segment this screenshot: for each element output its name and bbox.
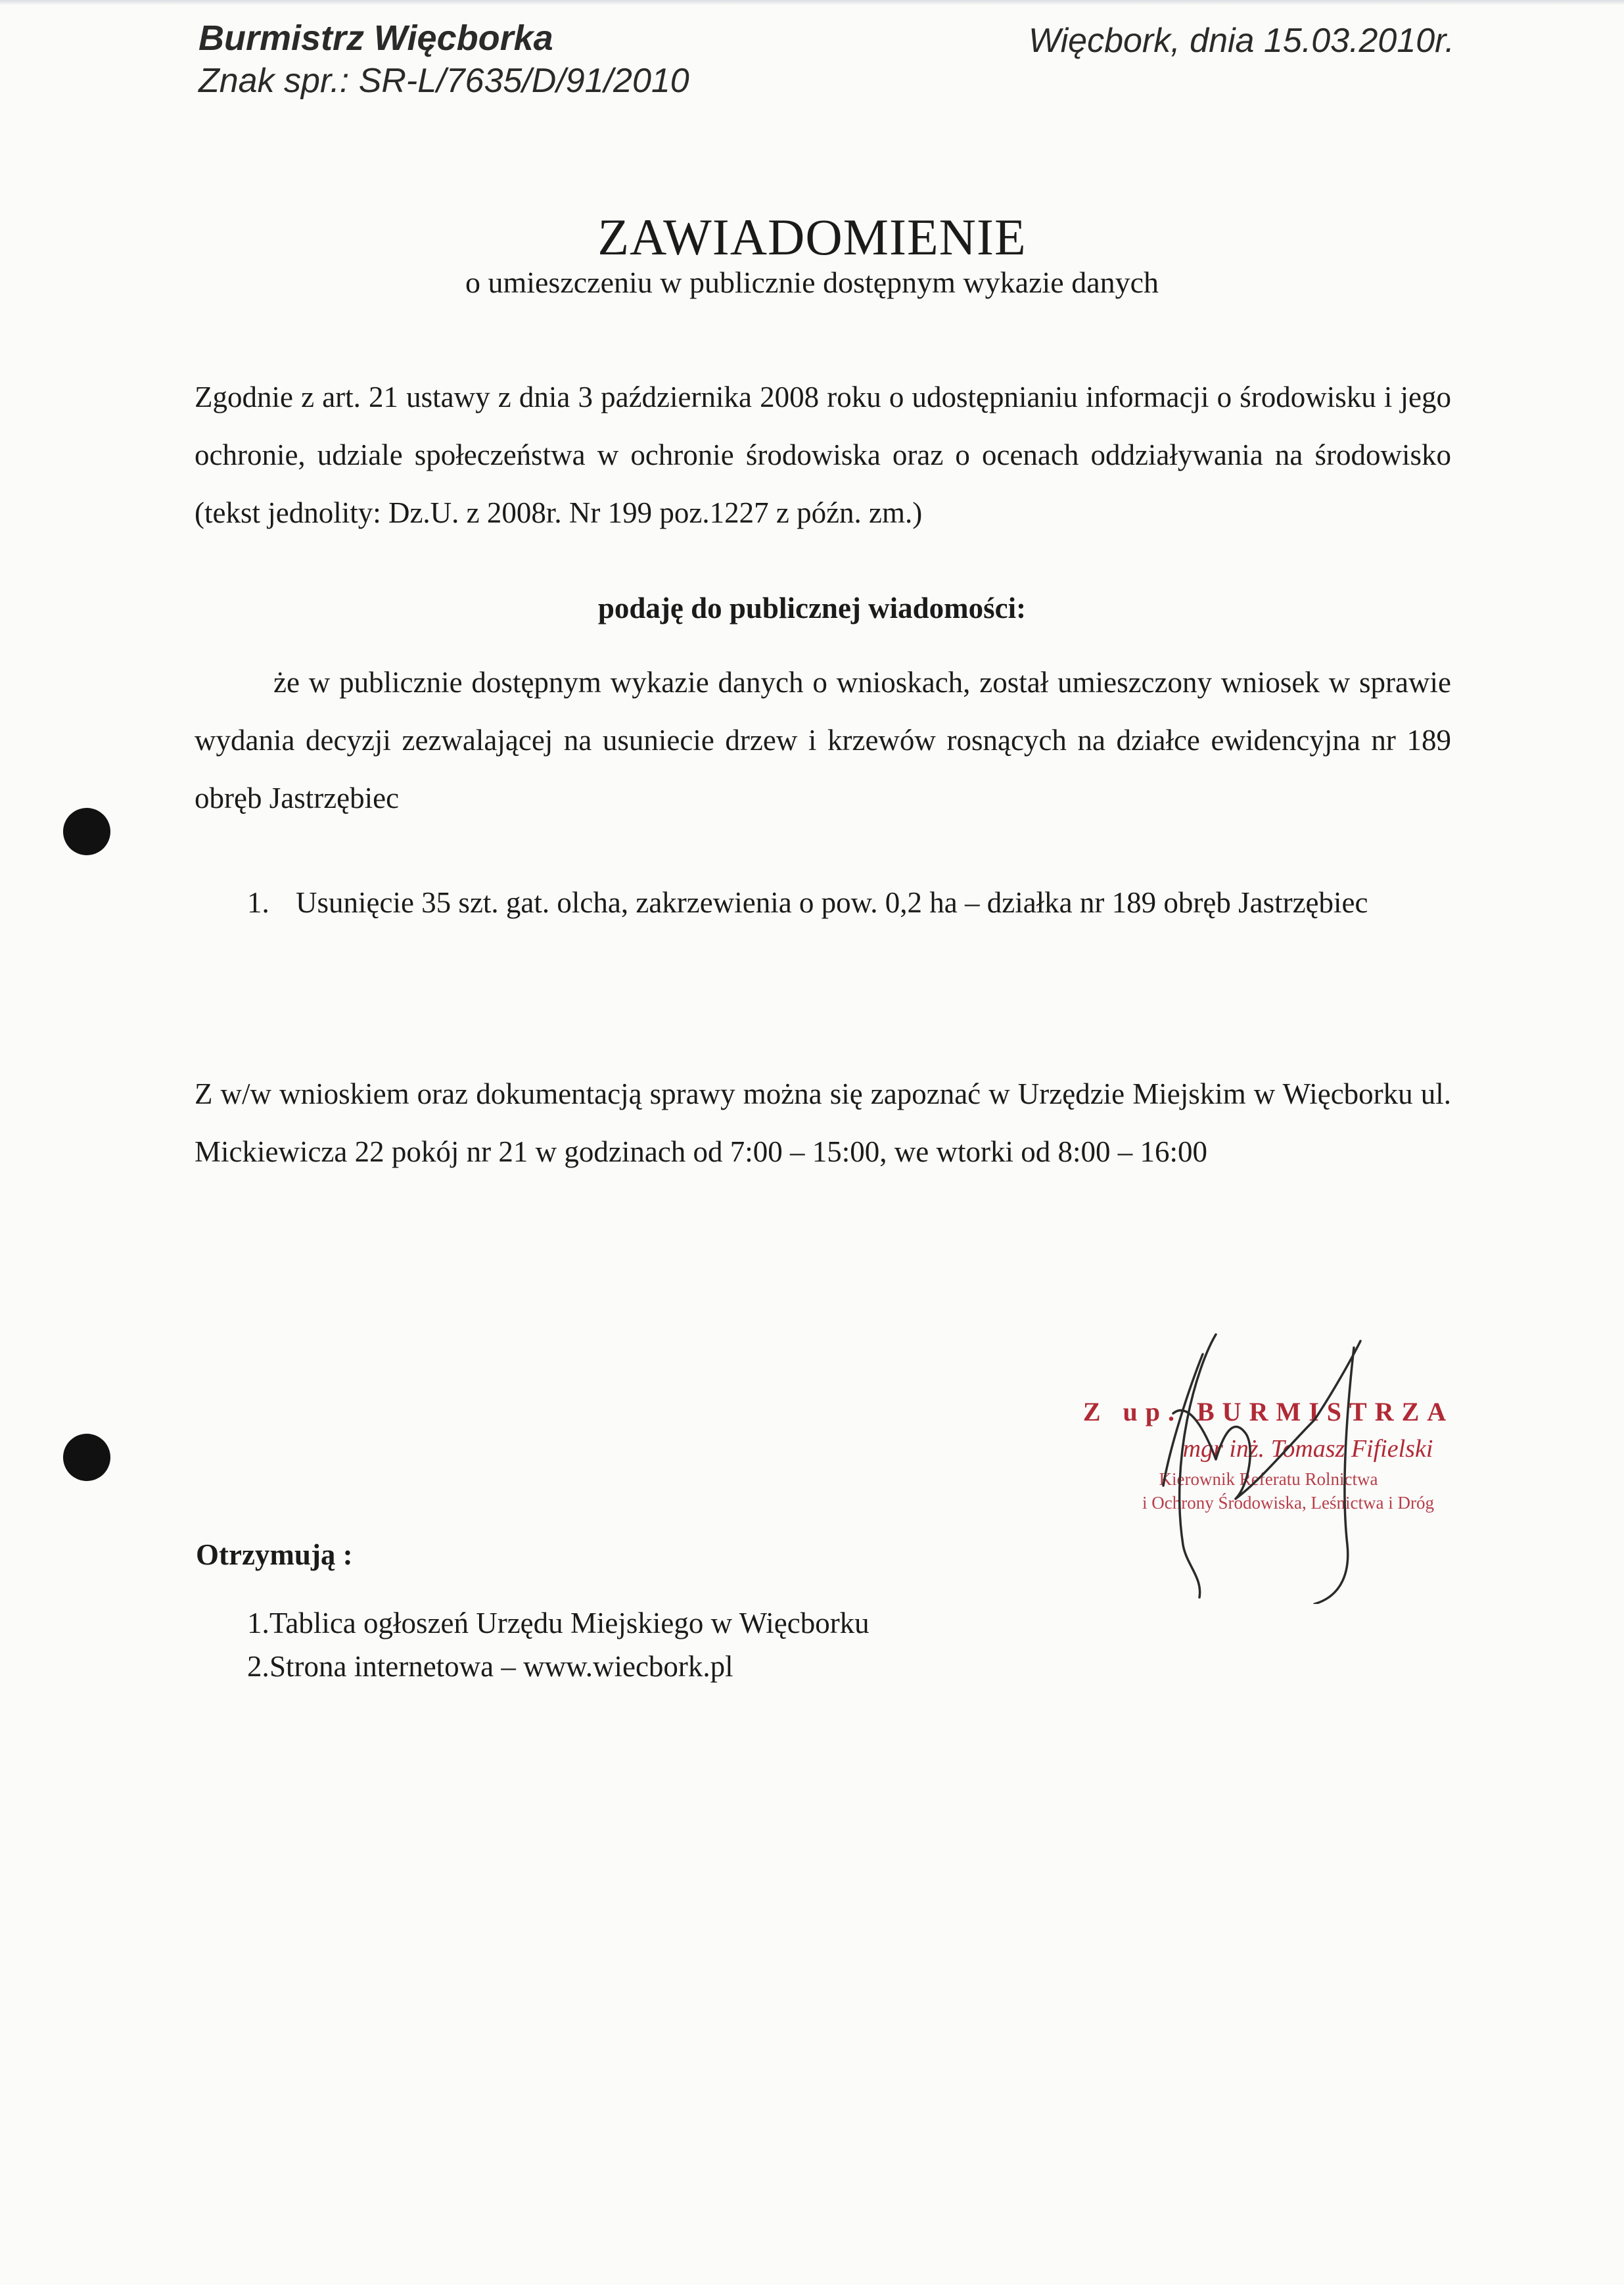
legal-basis-paragraph: Zgodnie z art. 21 ustawy z dnia 3 października 2008 roku o udostępnianiu informacji o środowisku i jego ochronie, udziale społeczeństwa w ochronie środowiska oraz o ocenach oddziaływania na środowisko (tekst jednolity: Dz.U. z 2008r. Nr 199 poz.1227 z późn. zm.): [195, 381, 1451, 529]
list-item-text: Usunięcie 35 szt. gat. olcha, zakrzewienia o pow. 0,2 ha – działka nr 189 obręb Jastrzębiec: [296, 886, 1368, 919]
document-subtitle: o umieszczeniu w publicznie dostępnym wykazie danych: [465, 266, 1159, 299]
recipients-heading: Otrzymują :: [196, 1538, 353, 1571]
inspection-paragraph: Z w/w wnioskiem oraz dokumentacją sprawy można się zapoznać w Urzędzie Miejskim w Więcborku ul. Mickiewicza 22 pokój nr 21 w godzinach od 7:00 – 15:00, we wtorki od 8:00 – 16:00: [195, 1077, 1451, 1168]
list-item-number: 2.: [247, 1650, 269, 1683]
stamp-line-2: mgr inż. Tomasz Fifielski: [1182, 1435, 1433, 1463]
punch-hole-top: [63, 808, 110, 855]
letterhead: [198, 17, 689, 103]
announcement-line: podaję do publicznej wiadomości:: [597, 592, 1027, 624]
stamp-line-3: Kierownik Referatu Rolnictwa: [1159, 1469, 1378, 1489]
stamp-line-4: i Ochrony Środowiska, Leśnictwa i Dróg: [1142, 1493, 1434, 1513]
scan-edge: [0, 0, 1624, 5]
application-text: że w publicznie dostępnym wykazie danych o wnioskach, został umieszczony wniosek w sprawie wydania decyzji zezwalającej na usuniecie drzew i krzewów rosnących na działce ewidencyjna nr 189 obręb Jastrzębiec: [195, 666, 1451, 814]
list-item-number: 1.: [247, 886, 269, 919]
list-item: [247, 1645, 870, 1688]
issuer-name: Burmistrz Więcborka: [198, 18, 553, 58]
stamp-line-1: Z up. BURMISTRZA: [1082, 1397, 1454, 1426]
signature-block: [1038, 1328, 1498, 1604]
punch-hole-bottom: [63, 1434, 110, 1481]
document-title: ZAWIADOMIENIE: [597, 208, 1027, 266]
list-item-text: Strona internetowa – www.wiecbork.pl: [269, 1650, 733, 1683]
handwritten-signature: [1038, 1328, 1498, 1604]
list-item-number: 1.: [247, 1607, 269, 1639]
application-paragraph: [195, 653, 1451, 827]
recipients-list: [247, 1601, 870, 1688]
place-and-date: Więcbork, dnia 15.03.2010r.: [1029, 22, 1454, 60]
request-items-list: [247, 881, 1455, 924]
case-reference: Znak spr.: SR-L/7635/D/91/2010: [198, 62, 689, 100]
list-item-text: Tablica ogłoszeń Urzędu Miejskiego w Więcborku: [269, 1607, 870, 1639]
list-item: [247, 881, 1455, 924]
list-item: [247, 1601, 870, 1645]
